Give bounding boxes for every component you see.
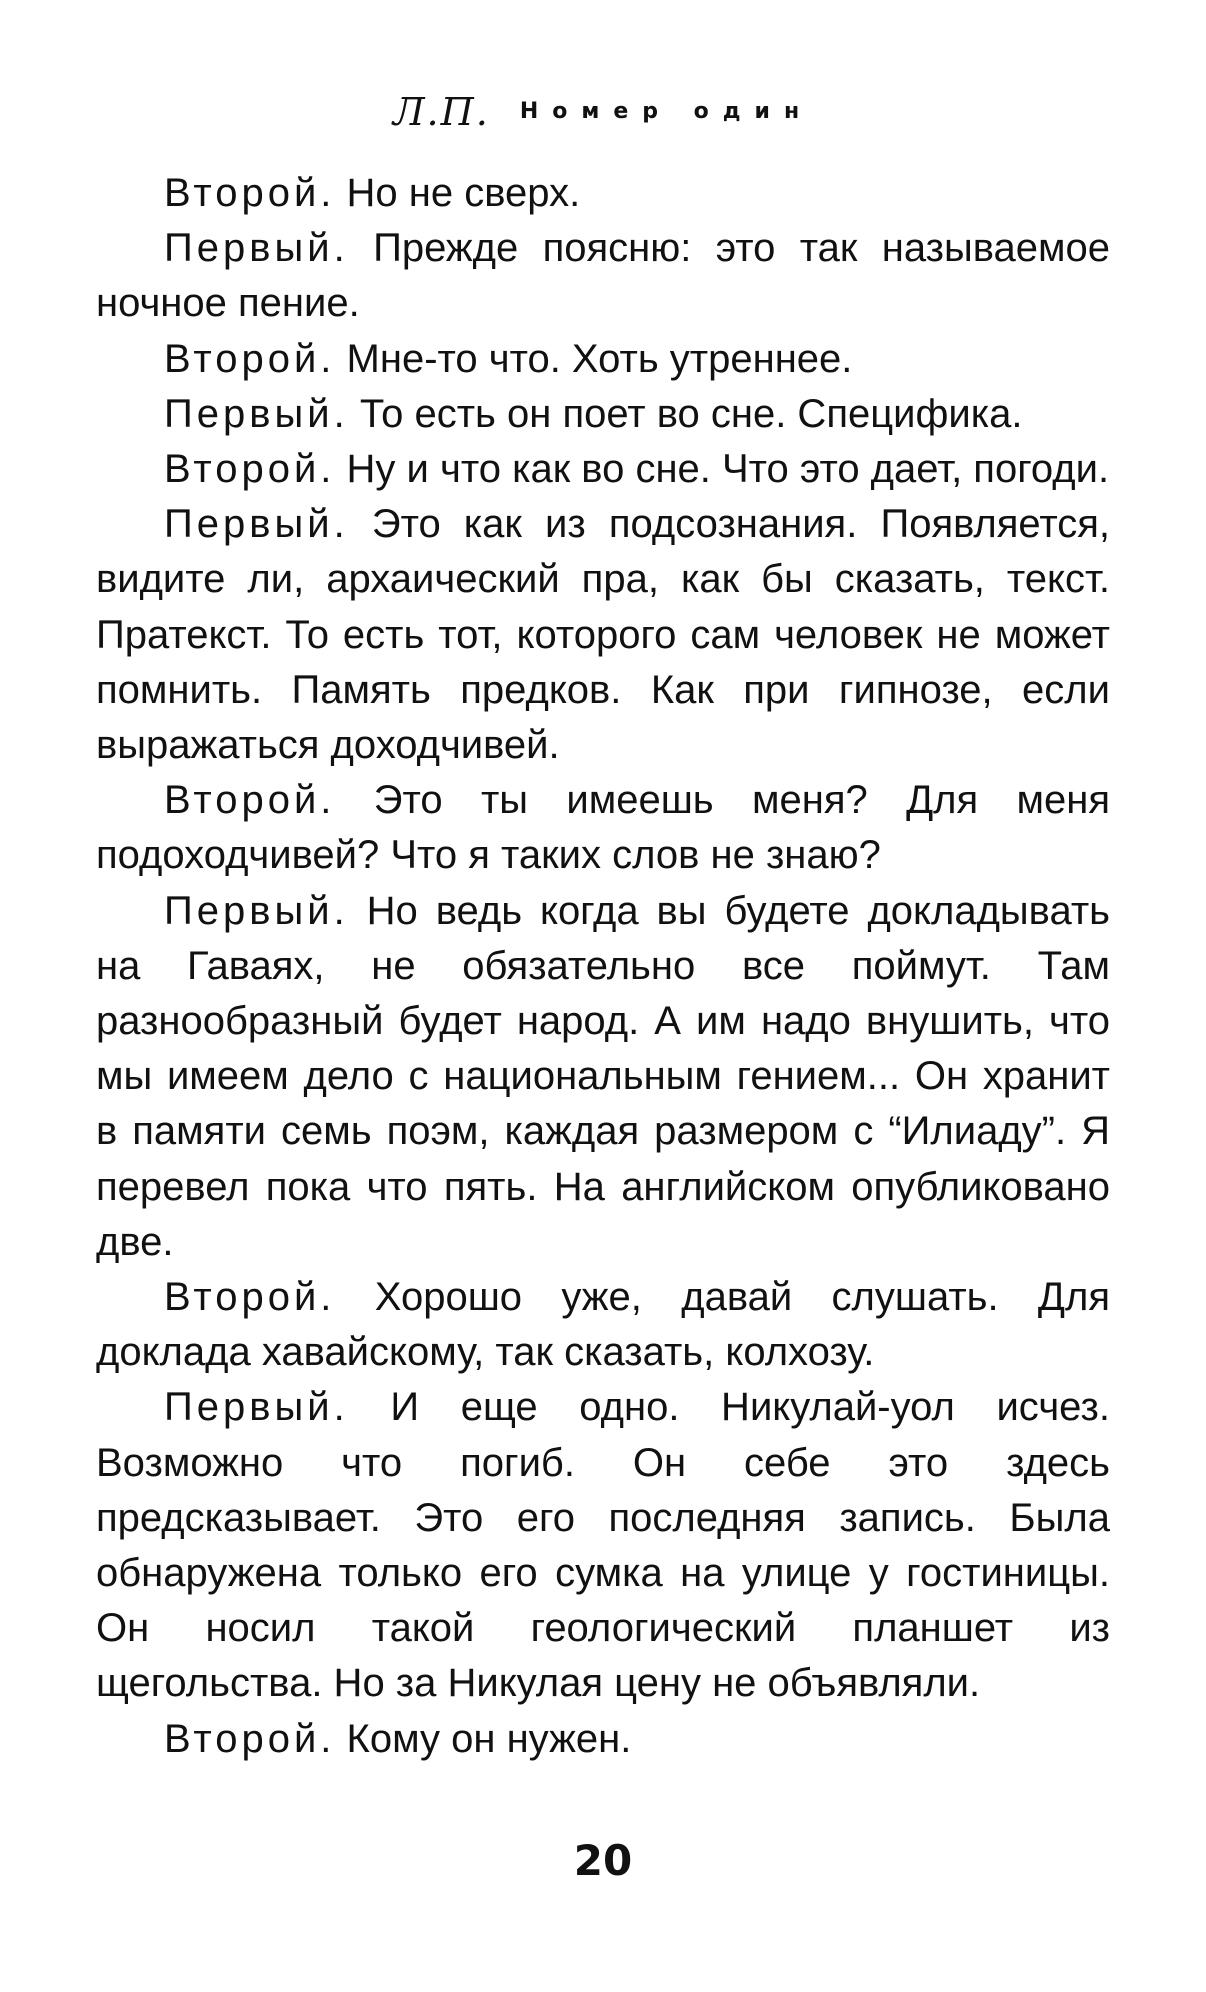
speaker-name: Второй. (164, 1716, 336, 1761)
line-text: Мне-то что. Хоть утреннее. (335, 336, 853, 381)
speaker-name: Второй. (164, 447, 336, 492)
page-number: 20 (573, 1836, 633, 1885)
dialogue-paragraph (96, 332, 1110, 387)
line-text: Кому он нужен. (335, 1716, 632, 1761)
dialogue-paragraph (96, 884, 1110, 1270)
book-page (96, 0, 1110, 1992)
running-title: Номер один (519, 99, 814, 124)
speaker-name: Второй. (164, 1275, 336, 1320)
line-text: Хорошо уже, давай слушать. Для доклада хавайскому, так сказать, колхозу. (96, 1275, 1110, 1375)
speaker-name: Первый. (164, 391, 349, 436)
speaker-name: Первый. (164, 1385, 349, 1430)
dialogue-text (96, 166, 1110, 1767)
running-head (96, 88, 1110, 136)
line-text: И еще одно. Никулай-уол исчез. Возможно что погиб. Он себе это здесь предсказывает. Это его последняя запись. Была обнаружена только его сумка на улице у гостиницы. Он носил такой геологический планшет из щегольства. Но за Никулая цену не объявляли. (96, 1385, 1110, 1706)
dialogue-paragraph (96, 497, 1110, 773)
speaker-name: Второй. (164, 171, 336, 215)
line-text: Это ты имеешь меня? Для меня подоходчивей? Что я таких слов не знаю? (96, 778, 1110, 878)
dialogue-paragraph (96, 1380, 1110, 1711)
line-text: Прежде поясню: это так называемое ночное пение. (96, 226, 1110, 326)
line-text: Но не сверх. (335, 171, 581, 215)
dialogue-paragraph (96, 221, 1110, 331)
speaker-name: Первый. (164, 226, 349, 271)
line-text: Это как из подсознания. Появляется, видите ли, архаический пра, как бы сказать, текст. Пратекст. То есть тот, которого сам человек не может помнить. Память предков. Как при гипнозе, если выражаться доходчивей. (96, 502, 1110, 768)
dialogue-paragraph (96, 1712, 1110, 1767)
dialogue-paragraph (96, 166, 1110, 221)
line-text: То есть он поет во сне. Специфика. (348, 391, 1023, 436)
dialogue-paragraph (96, 387, 1110, 442)
speaker-name: Второй. (164, 336, 336, 381)
dialogue-paragraph (96, 442, 1110, 497)
dialogue-paragraph (96, 773, 1110, 883)
speaker-name: Первый. (164, 888, 349, 933)
speaker-name: Второй. (164, 778, 336, 823)
author-initials: Л.П. (392, 90, 490, 134)
line-text: Но ведь когда вы будете докладывать на Гаваях, не обязательно все поймут. Там разнообразный будет народ. А им надо внушить, что мы имеем дело с национальным гением... Он хранит в памяти семь поэм, каждая размером с “Илиаду”. Я перевел пока что пять. На английском опубликовано две. (96, 888, 1110, 1264)
speaker-name: Первый. (164, 502, 349, 547)
dialogue-paragraph (96, 1270, 1110, 1380)
line-text: Ну и что как во сне. Что это дает, погоди. (335, 447, 1110, 492)
